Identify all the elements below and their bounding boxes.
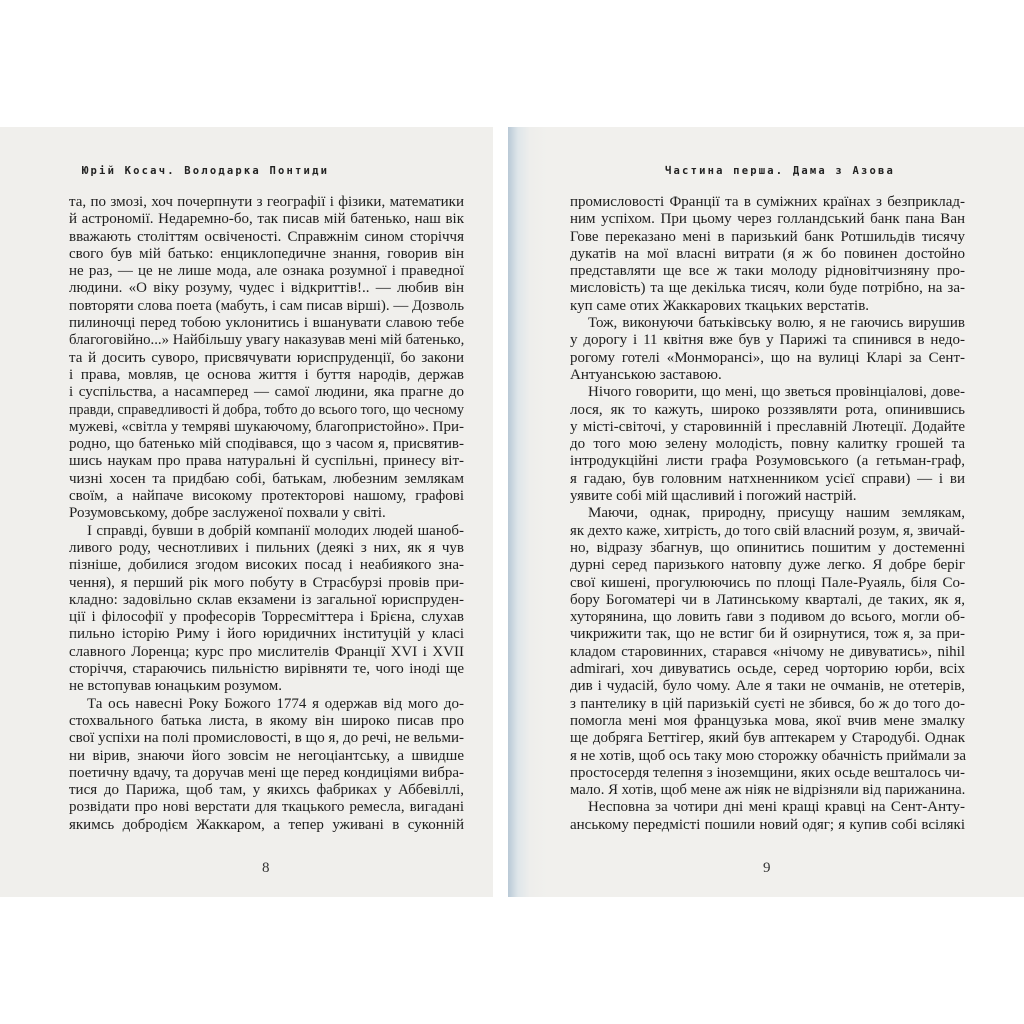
paragraph (69, 523, 464, 696)
text-line: поетичну вдачу, та доручав мені ще перед кондиціями вибра- (69, 764, 464, 781)
text-line: ції і філософії у професорів Торресміттера і Брієна, слухав (69, 609, 464, 626)
text-line: родно, що батенько мій сподівався, що з часом я, присвятив- (69, 436, 464, 453)
text-line: і суспільства, а насамперед — самої людини, яка прагне до (69, 384, 464, 401)
running-head-chapter: Частина перша. Дама з Азова (665, 165, 896, 177)
text-line: й астрономії. Недаремно-бо, так писав мій батенько, наш вік (69, 211, 464, 228)
text-line: мало. Я хотів, щоб мене аж ніяк не відрізняли від парижанина. (570, 782, 966, 799)
text-line: не встопував юнацьким розумом. (69, 678, 283, 695)
paragraph (69, 696, 464, 834)
text-line: представляти ще все ж таки молоду рідновітчизняну про- (570, 263, 965, 280)
text-line: пилиночці перед тобою уклонитись і вшанувати славою тебе (69, 315, 464, 332)
body-text (570, 194, 965, 834)
text-line: свої кишені, прогулюючись по площі Пале-Руаяль, біля Со- (570, 574, 965, 591)
text-line: чення), я перший рік мого побуту в Страсбурзі провів при- (69, 574, 464, 591)
text-line: та, по змозі, хоч почерпнути з географії і фізики, математики (69, 194, 464, 210)
text-line: мужеві, «світла у темряві шукаючому, благопристойно». При- (69, 418, 465, 435)
text-line: людини. «О віку розуму, чудес і відкриттів!.. — любив він (69, 280, 464, 297)
text-line: Маючи, однак, природну, присущу нашим землякам, (588, 505, 965, 522)
text-line: свого був мій батько: енциклопедичне знання, говорив він (69, 245, 464, 262)
text-line: якимсь добродієм Жаккаром, а тепер уживані в суконній (69, 816, 464, 833)
text-line: ливого роду, чеснотливих і пильних (деякі з них, як я чув (69, 539, 464, 556)
text-line: пильно історію Риму і його юридичних інституцій у класі (69, 626, 464, 643)
body-text (69, 194, 464, 834)
text-line: кладно: задовільно склав екзамени із загальної юриспруден- (69, 591, 464, 608)
text-line: пізніше, добилися згодом високих посад і неабиякого зна- (69, 557, 464, 574)
text-line: як дехто каже, хитрість, до того свій власний розум, я, звичай- (570, 522, 965, 539)
text-line: простосердя телепня з іноземщини, яких осьде вешталось чи- (570, 764, 965, 781)
text-line: правди, справедливості й добра, тобто до всього того, що чесному (69, 401, 464, 418)
text-line: вважають століттям освіченості. Справжнім сином сторіччя (69, 228, 464, 245)
text-line: мисловість) та ще декілька тисяч, коли буде потрібно, на за- (570, 280, 965, 297)
text-line: бору Богоматері чи в Латинському кварталі, де таких, як я, (570, 591, 965, 608)
right-page (508, 127, 1024, 897)
text-line: Гове переказано мені в паризький банк Ротшильдів тисячу (570, 228, 965, 245)
text-line: ним успіхом. При цьому через голландський банк пана Ван (570, 211, 965, 228)
paragraph (570, 315, 965, 384)
text-line: Нічого говорити, що мені, що зветься провінціалові, дове- (588, 384, 965, 401)
page-number: 8 (262, 860, 270, 876)
text-line: Тож, виконуючи батьківську волю, я не гаючись вирушив (588, 315, 965, 332)
text-line: кладом старовинних, старався «нічому не дивуватись», nihil (570, 643, 965, 660)
paragraph (570, 384, 965, 505)
paragraph (69, 194, 464, 523)
text-line: стохвального батька листа, в якому він широко писав про (69, 712, 464, 729)
text-line: благоговійно...» Найбільшу увагу наказував мені мій батенько, (69, 332, 465, 349)
text-line: уявите собі мій щасливий і погожий настрій. (570, 488, 857, 505)
text-line: рогому готелі «Монморансі», що на вулиці Кларі за Сент- (570, 349, 965, 366)
text-line: чикрижити так, що не встиг би й озирнутися, тож я, за при- (570, 626, 965, 643)
text-line: І справді, бувши в добрій компанії молодих людей шаноб- (87, 522, 464, 539)
text-line: ни вірив, знаючи його зовсім не негоціантську, а швидше (69, 747, 464, 764)
text-line: лося, як то кажуть, широко роззявляти рота, опинившись (570, 401, 965, 418)
text-line: Антуанською заставою. (570, 366, 722, 383)
text-line: до того мою зелену молодість, повну калитку грошей та (570, 436, 965, 453)
text-line: не раз, — це не лише мода, але ознака розумної і праведної (69, 263, 464, 280)
text-line: промисловості Франції та в суміжних країнах з безприклад- (570, 194, 965, 210)
text-line: я гадаю, був головним натхненником усієї справи) — і ви (570, 470, 965, 487)
text-line: анському передмісті пошили новий одяг; я купив собі всілякі (570, 816, 965, 833)
text-line: інтродукційні листи графа Розумовського (а гетьман-граф, (570, 453, 965, 470)
text-line: у дорогу і 11 квітня вже був у Парижі та спинився в недо- (570, 332, 965, 349)
text-line: Несповна за чотири дні мені кращі кравці на Сент-Анту- (588, 799, 965, 816)
text-line: повторяти слова поета (мабуть, і сам писав вірші). — Дозволь (69, 297, 464, 314)
text-line: своїм, а найпаче високому протекторові нашому, графові (69, 488, 464, 505)
text-line: хуторянина, що ловить ґави з подивом до всього, могли об- (570, 609, 965, 626)
text-line: дукатів на мої власні витрати (я ж бо повинен достойно (570, 245, 965, 262)
text-line: тися до Парижа, щоб там, у якихсь фабриках у Аббевіллі, (69, 782, 464, 799)
text-line: шись наукам про права натуральні й суспільні, принесу віт- (69, 453, 464, 470)
text-line: і права, мовляв, це основа життя і буття народів, держав (69, 366, 464, 383)
text-line: дурні серед паризького натовпу дуже легко. Я добре беріг (570, 557, 965, 574)
text-line: помогла мені моя французька мова, якої вчив мене змалку (570, 712, 965, 729)
paragraph (570, 194, 965, 315)
text-line: та й досить суворо, присвячувати юриспруденції, бо закони (69, 349, 464, 366)
text-line: Розумовському, добре заслуженої похвали у світі. (69, 505, 386, 522)
text-line: чизні хосен та придбаю собі, батькам, любезним землякам (69, 470, 464, 487)
text-line: сторіччя, стараючись пильністю вирівняти те, чого іноді ще (69, 661, 464, 678)
text-line: див і чудасій, було чому. Але я таки не очманів, не отетерів, (570, 678, 965, 695)
text-line: я не хотів, щоб ось таку мою сторожку обачність приймали за (570, 747, 967, 764)
text-line: у місті-світочі, у старовинній і преславній Лютеції. Додайте (570, 418, 965, 435)
paragraph (570, 505, 965, 799)
text-line: но, відразу збагнув, що опинитись пошитим у достеменні (570, 539, 965, 556)
paragraph (570, 799, 965, 834)
text-line: розвідати про нові верстати для ткацького ремесла, вигадані (69, 799, 464, 816)
text-line: куп саме отих Жаккарових ткацьких верстатів. (570, 297, 870, 314)
text-line: Та ось навесні Року Божого 1774 я одержав від мого до- (87, 695, 464, 712)
text-line: з пантелику в цій паризькій суєті не збився, бо ж до того до- (570, 695, 965, 712)
text-line: admirari, хоч дивуватись осьде, серед чорторию юрби, всіх (570, 661, 965, 678)
page-number: 9 (763, 860, 771, 876)
text-line: ще добряга Беттігер, який був аптекарем у Стародубі. Однак (570, 730, 965, 747)
running-head-author-title: Юрій Косач. Володарка Понтиди (82, 165, 330, 177)
left-page (0, 127, 493, 897)
text-line: славного Лоренца; курс про мислителів Франції XVI і XVII (69, 643, 464, 660)
text-line: свої успіхи на полі промисловості, в що я, до речі, не вельми- (69, 730, 464, 747)
